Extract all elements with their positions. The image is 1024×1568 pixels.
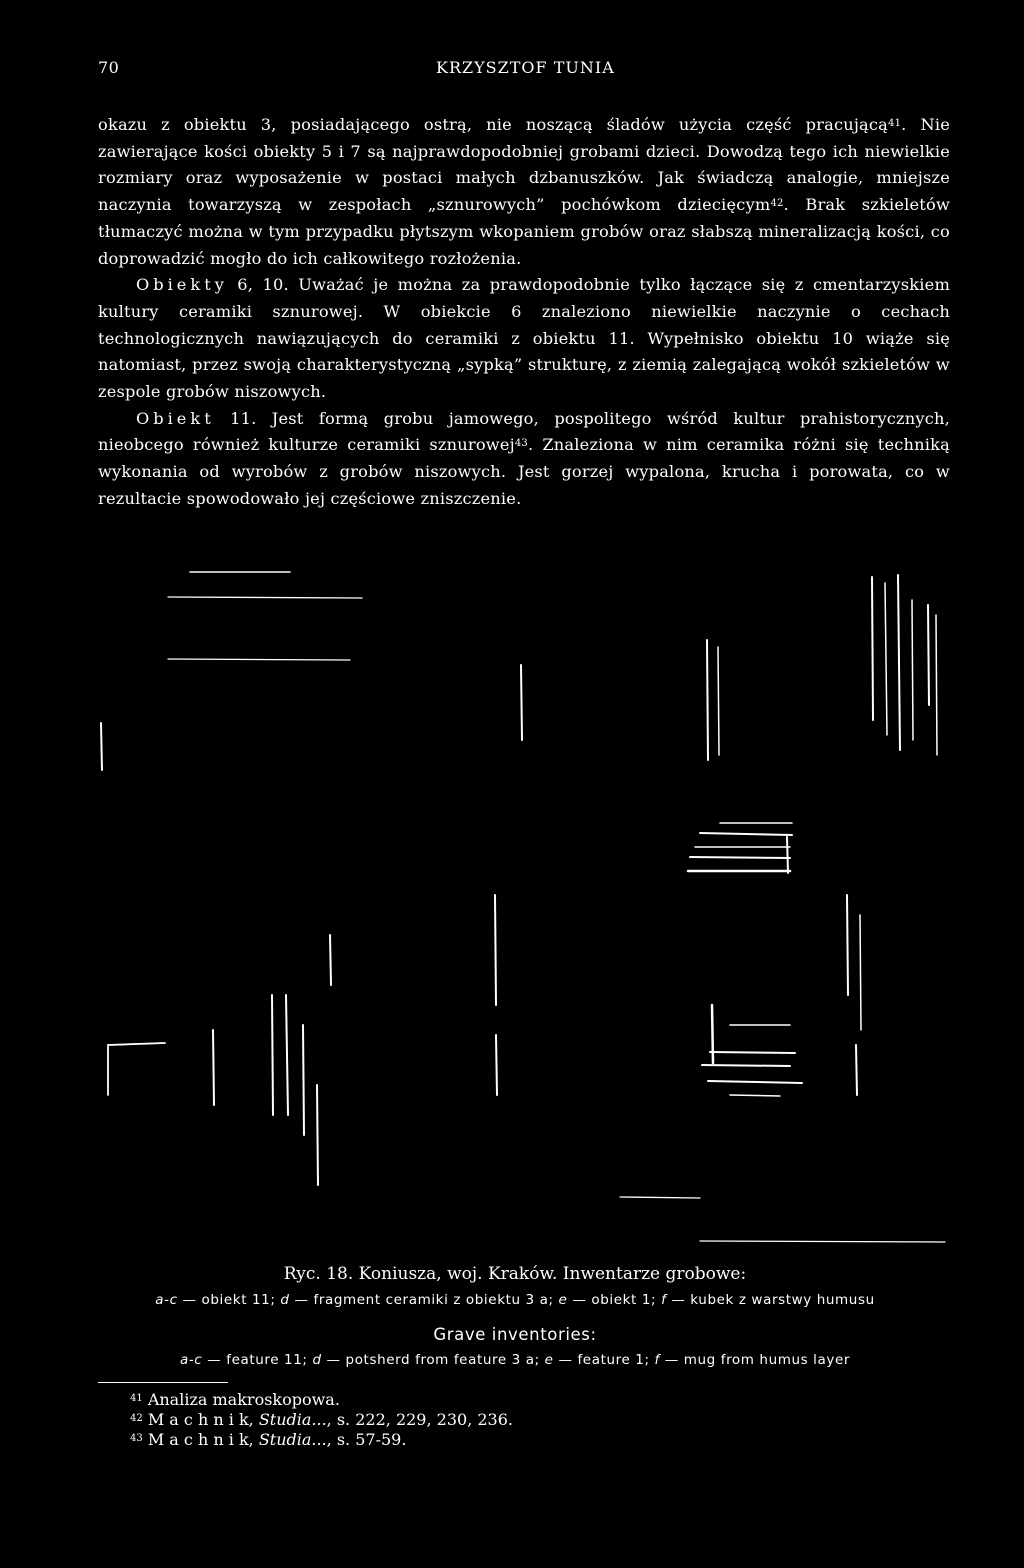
caption-key: e [544,1352,554,1368]
footnote-ref-42: 42 [770,198,784,210]
figure-caption-title: Ryc. 18. Koniusza, woj. Kraków. Inwentarze grobowe: [283,1264,747,1284]
footnote-ref-41: 41 [888,118,902,129]
caption-text: — feature 11; [202,1352,313,1368]
fragment-line [928,605,929,705]
fragment-line [718,647,719,755]
fragment-line [213,1030,214,1105]
footnote-author: M a c h n i k, [142,1430,259,1449]
fragment-line [700,1241,945,1242]
page-number: 70 [98,58,120,77]
footnote-text: , s. 57-59. [326,1430,407,1449]
fragment-line [702,1065,790,1066]
caption-text: — obiekt 11; [177,1292,281,1308]
figure-drawings [90,555,960,1255]
caption-text: — obiekt 1; [567,1292,662,1308]
figure-caption-english [90,1352,940,1368]
fragment-line [710,1052,795,1053]
fragment-line [847,895,848,995]
footnote-ref-43: 43 [514,438,528,450]
fragment-line [885,583,887,735]
p3-part-b: . Znaleziona w nim ceramika różni się techniką wykonania od wyrobów z grobów niszowych. Jest gorzej wypalona, krucha i porowata, co w rezultacie spowodowało jej częściowe zniszczenie. [98,435,950,508]
fragment-line [168,659,350,660]
p3-lead: Obiekt [136,408,215,428]
body-text [98,112,950,513]
fragment-line [712,1005,713,1063]
caption-key: d [312,1352,322,1368]
caption-key: f [654,1352,660,1368]
fragment-line [787,837,788,873]
fragment-line [620,1197,700,1198]
caption-text: — kubek z warstwy humusu [666,1292,875,1308]
fragment-line [521,665,522,740]
page-header [98,58,938,82]
p2-lead: Obiekty [136,275,228,295]
fragment-line [856,1045,857,1095]
caption-text: — potsherd from feature 3 a; [321,1352,545,1368]
p1-part-c: . Brak szkieletów tłumaczyć można w tym przypadku płytszym wkopaniem grobów oraz słabszą mineralizacją kości, co doprowadzić mogło do ich całkowitego rozłożenia. [98,195,950,268]
footnote-text: Analiza makroskopowa. [142,1390,340,1409]
footnote-41 [130,1390,830,1410]
footnote-work: Studia... [258,1430,327,1449]
fragment-line [317,1085,318,1185]
caption-key: a-c [179,1352,203,1368]
fragment-line [936,615,937,755]
fragment-line [708,1081,802,1083]
footnote-number: 41 [130,1393,143,1404]
fragment-line [168,597,362,598]
fragment-line [303,1025,304,1135]
fragment-line [496,1035,497,1095]
paragraph-1 [98,112,950,272]
caption-text: — fragment ceramiki z obiektu 3 a; [289,1292,559,1308]
fragment-line [690,857,790,858]
p1-part-a: okazu z obiektu 3, posiadającego ostrą, nie noszącą śladów użycia część pracującą [98,115,889,134]
fragment-line [272,995,273,1115]
caption-key: e [558,1292,568,1308]
footnote-text: , s. 222, 229, 230, 236. [326,1410,513,1429]
footnote-author: M a c h n i k, [142,1410,259,1429]
figure-caption-english-title: Grave inventories: [433,1325,597,1344]
footnote-work: Studia... [258,1410,327,1429]
p2-text: 6, 10. Uważać je można za prawdopodobnie tylko łączące się z cmentarzyskiem kultury ceramiki sznurowej. W obiekcie 6 znaleziono niewielkie naczynie o cechach technologicznych nawiązujących do ceramiki z obiektu 11. Wypełnisko obiektu 10 wiąże się natomiast, przez swoją charakterystyczną „sypką” strukturę, z ziemią zalegającą wokół szkieletów w zespole grobów niszowych. [98,275,950,402]
fragment-line [860,915,861,1030]
p1-part-b: . Nie zawierające kości obiekty 5 i 7 są najprawdopodobniej grobami dzieci. Dowodzą tego ich niewielkie rozmiary oraz wyposażenie w postaci małych dzbanuszków. Jak świadczą analogie, mniejsze naczynia towarzyszą w zespołach „sznurowych” pochówkom dziecięcym [98,115,950,215]
fragment-line [872,577,873,720]
footnote-divider [98,1382,228,1383]
paragraph-3 [98,406,950,513]
footnote-42 [130,1410,830,1430]
paragraph-2 [98,272,950,406]
fragment-line [898,575,900,750]
fragment-line [700,833,792,835]
fragment-line [108,1043,165,1095]
fragment-line [286,995,288,1115]
caption-key: f [661,1292,667,1308]
caption-text: — feature 1; [553,1352,655,1368]
footnote-number: 42 [130,1413,143,1424]
footnotes [130,1390,830,1450]
footnote-number: 43 [130,1433,143,1444]
p3-part-a: 11. Jest formą grobu jamowego, pospolitego wśród kultur prahistorycznych, nieobcego również kulturze ceramiki sznurowej [98,408,950,455]
caption-text: — mug from humus layer [659,1352,851,1368]
fragment-line [707,640,708,760]
figure-caption-polish [90,1292,940,1308]
fragment-line [912,600,913,740]
footnote-43 [130,1430,830,1450]
figure-line-fragments [90,555,960,1255]
fragment-line [330,935,331,985]
caption-key: a-c [155,1292,178,1308]
fragment-line [495,895,496,1005]
caption-key: d [280,1292,290,1308]
fragment-line [730,1095,780,1096]
running-head: KRZYSZTOF TUNIA [436,58,615,77]
fragment-line [101,723,102,770]
